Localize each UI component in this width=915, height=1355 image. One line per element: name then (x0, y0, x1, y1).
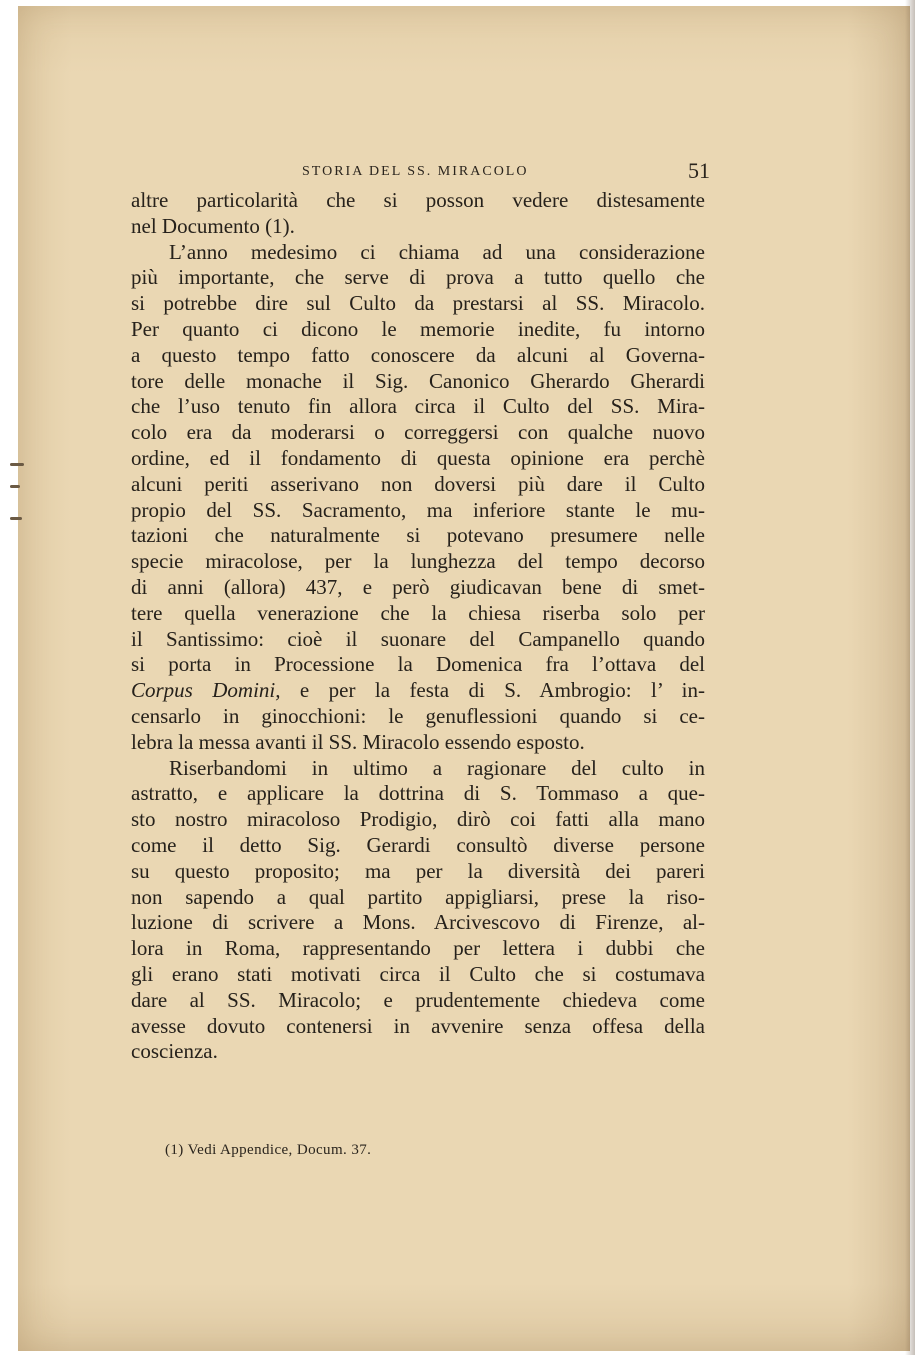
page-header (302, 160, 712, 186)
paragraph-3 (131, 756, 705, 1066)
binding-marks (0, 455, 40, 545)
text-line: astratto, e applicare la dottrina di S. Tommaso a que- (131, 781, 705, 806)
text-line: altre particolarità che si posson vedere distesamente (131, 188, 705, 212)
text-line: avesse dovuto contenersi in avvenire senza offesa della (131, 1013, 705, 1038)
italic-phrase: Corpus Domini, (131, 678, 281, 703)
body-text (131, 188, 705, 1065)
text-line: il Santissimo: cioè il suonare del Campanello quando (131, 626, 705, 651)
text-line: specie miracolose, per la lunghezza del tempo decorso (131, 549, 705, 574)
running-title: STORIA DEL SS. MIRACOLO (302, 164, 529, 179)
text-line: colo era da moderarsi o correggersi con qualche nuovo (131, 420, 705, 445)
text-line: censarlo in ginocchioni: le genuflessioni quando si ce- (131, 703, 705, 728)
text-line: a questo tempo fatto conoscere da alcuni al Governa- (131, 342, 705, 367)
text-line: si porta in Processione la Domenica fra l’ottava del (131, 652, 705, 677)
text-line: alcuni periti asserivano non doversi più dare il Culto (131, 471, 705, 496)
text-line: lebra la messa avanti il SS. Miracolo essendo esposto. (131, 729, 585, 754)
text-line-with-italic (131, 678, 705, 704)
paragraph-2 (131, 240, 705, 756)
text-line: propio del SS. Sacramento, ma inferiore stante le mu- (131, 497, 705, 522)
text-fragment: e per la festa di S. Ambrogio: l’ in- (280, 678, 705, 703)
text-line: tore delle monache il Sig. Canonico Gherardo Gherardi (131, 368, 705, 393)
text-line: gli erano stati motivati circa il Culto che si costumava (131, 961, 705, 986)
text-line: lora in Roma, rappresentando per lettera i dubbi che (131, 936, 705, 961)
text-line: Per quanto ci dicono le memorie inedite, fu intorno (131, 316, 705, 341)
text-line: Riserbandomi in ultimo a ragionare del culto in (169, 755, 705, 780)
text-line: luzione di scrivere a Mons. Arcivescovo di Firenze, al- (131, 910, 705, 935)
page-edge-shadow (905, 0, 915, 1355)
text-line: su questo proposito; ma per la diversità dei pareri (131, 858, 705, 883)
text-line: nel Documento (1). (131, 213, 295, 238)
text-line: di anni (allora) 437, e però giudicavan bene di smet- (131, 574, 705, 599)
footnote: (1) Vedi Appendice, Docum. 37. (165, 1142, 372, 1158)
text-line: coscienza. (131, 1039, 218, 1064)
text-line: come il detto Sig. Gerardi consultò diverse persone (131, 832, 705, 857)
paragraph-1 (131, 188, 705, 240)
text-line: sto nostro miracoloso Prodigio, dirò coi fatti alla mano (131, 807, 705, 832)
text-line: L’anno medesimo ci chiama ad una considerazione (169, 239, 705, 264)
text-line: si potrebbe dire sul Culto da prestarsi al SS. Miracolo. (131, 291, 705, 316)
text-line: ordine, ed il fondamento di questa opinione era perchè (131, 445, 705, 470)
text-line: tazioni che naturalmente si potevano presumere nelle (131, 523, 705, 548)
text-line: più importante, che serve di prova a tutto quello che (131, 265, 705, 290)
text-line: non sapendo a qual partito appigliarsi, prese la riso- (131, 884, 705, 909)
text-line: che l’uso tenuto fin allora circa il Culto del SS. Mira- (131, 394, 705, 419)
text-line: tere quella venerazione che la chiesa riserba solo per (131, 600, 705, 625)
text-line: dare al SS. Miracolo; e prudentemente chiedeva come (131, 987, 705, 1012)
page-number: 51 (688, 158, 710, 183)
